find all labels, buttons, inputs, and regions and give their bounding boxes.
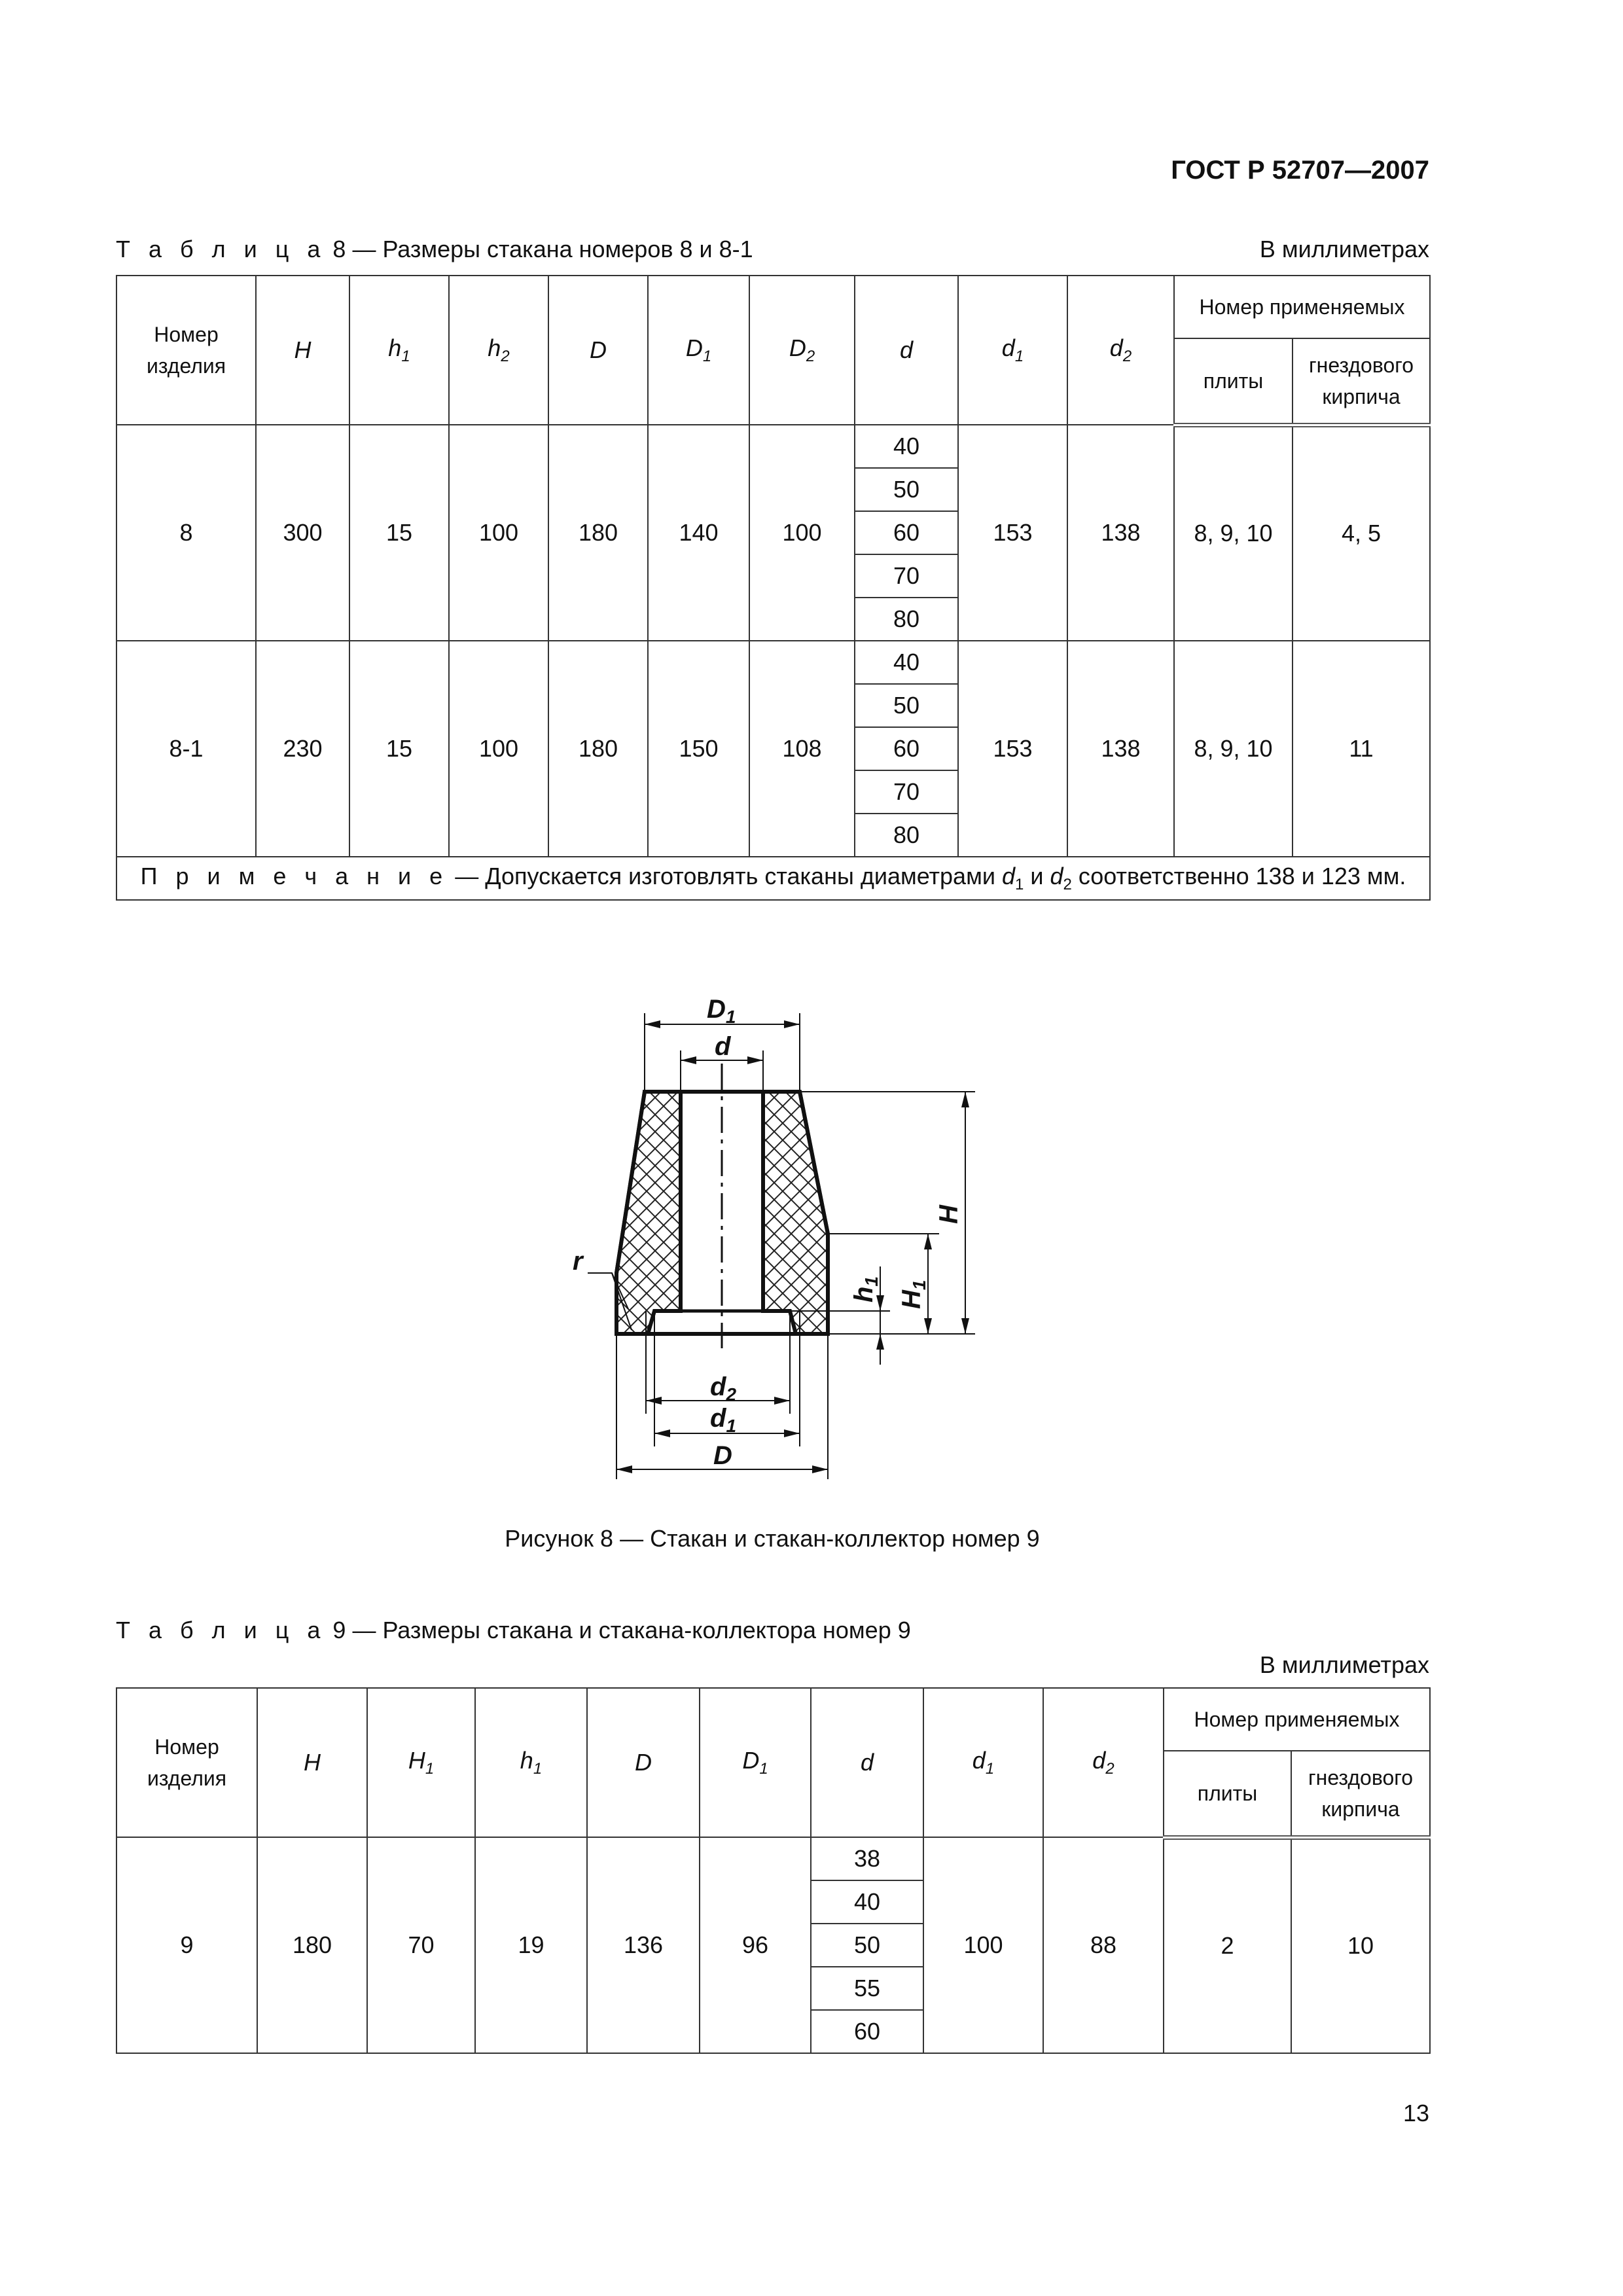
table9-units: В миллиметрах	[1259, 1651, 1429, 1678]
table-cell: 8	[116, 425, 256, 641]
table9-header-H1: $H_1$	[367, 1688, 475, 1837]
dim-label-d1: $d_1$	[710, 1404, 737, 1436]
table-cell: 108	[749, 641, 855, 857]
table-cell: 38	[811, 1837, 923, 1880]
dim-label-H1: $H_1$	[897, 1280, 929, 1309]
table-cell: 180	[257, 1837, 367, 2053]
table8-header-group: Номер применяемых	[1174, 276, 1430, 338]
table9-header-d2: $d_2$	[1043, 1688, 1164, 1837]
table-cell: 50	[855, 684, 958, 727]
dim-label-d: d	[715, 1032, 731, 1061]
table9-header-d1: $d_1$	[923, 1688, 1043, 1837]
table-cell: 138	[1067, 425, 1174, 641]
section-hatch	[763, 1092, 828, 1334]
table-cell: 300	[256, 425, 349, 641]
dim-label-D: D	[713, 1441, 732, 1470]
table9-header-D1: $D_1$	[700, 1688, 811, 1837]
table-cell: 70	[855, 770, 958, 814]
table8-header-h1: $h_1$	[349, 276, 449, 425]
table-row	[116, 1837, 1430, 1880]
table8-header-d2: $d_2$	[1067, 276, 1174, 425]
table-cell: 8, 9, 10	[1174, 641, 1293, 857]
table-cell: 153	[958, 641, 1067, 857]
table8-header-D: D	[548, 276, 648, 425]
table8-caption	[116, 236, 753, 263]
table9-header-H: H	[257, 1688, 367, 1837]
dim-label-D1: $D_1$	[707, 995, 736, 1027]
table-cell: 88	[1043, 1837, 1164, 2053]
table8	[116, 275, 1431, 901]
table-cell: 55	[811, 1967, 923, 2010]
dim-label-d2: $d_2$	[710, 1372, 737, 1405]
table-cell: 100	[749, 425, 855, 641]
table-cell: 140	[648, 425, 749, 641]
table8-header-H: H	[256, 276, 349, 425]
table-cell: 100	[449, 425, 548, 641]
table-cell: 19	[475, 1837, 587, 2053]
table-cell: 60	[855, 511, 958, 554]
table8-header-d: d	[855, 276, 958, 425]
table-cell: 60	[855, 727, 958, 770]
table-cell: 96	[700, 1837, 811, 2053]
table-cell: 9	[116, 1837, 257, 2053]
table8-units: В миллиметрах	[1259, 236, 1429, 262]
table8-header-item: Номер изделия	[116, 276, 256, 425]
table8-caption-prefix: Т а б л и ц а	[116, 236, 327, 262]
table8-caption-text: 8 — Размеры стакана номеров 8 и 8-1	[332, 236, 753, 262]
table-cell: 70	[855, 554, 958, 598]
table8-header-D2: $D_2$	[749, 276, 855, 425]
dim-label-h1: $h_1$	[849, 1276, 882, 1302]
table-cell: 100	[923, 1837, 1043, 2053]
table8-header-D1: $D_1$	[648, 276, 749, 425]
table9-caption-prefix: Т а б л и ц а	[116, 1617, 327, 1643]
table9-header-plates: плиты	[1164, 1751, 1291, 1837]
table9-header-group: Номер применяемых	[1164, 1688, 1430, 1751]
table-cell: 8-1	[116, 641, 256, 857]
table-cell: 100	[449, 641, 548, 857]
table-cell: 8, 9, 10	[1174, 425, 1293, 641]
table-cell: 4, 5	[1293, 425, 1430, 641]
table9-header-h1: $h_1$	[475, 1688, 587, 1837]
table8-header-h2: $h_2$	[449, 276, 548, 425]
table-cell: 80	[855, 814, 958, 857]
table-cell: 10	[1291, 1837, 1430, 2053]
table-row	[116, 641, 1430, 684]
page-number: 13	[1402, 2100, 1429, 2126]
table-cell: 80	[855, 598, 958, 641]
standard-number: ГОСТ Р 52707—2007	[1171, 156, 1429, 185]
table9-header-d: d	[811, 1688, 923, 1837]
table-cell: 50	[811, 1924, 923, 1967]
table-cell: 60	[811, 2010, 923, 2053]
table-cell: 70	[367, 1837, 475, 2053]
table8-header-plates: плиты	[1174, 338, 1293, 425]
table-cell: 180	[548, 641, 648, 857]
table8-header-brick: гнездового кирпича	[1293, 338, 1430, 425]
table8-note: П р и м е ч а н и е — Допускается изготовлять стаканы диаметрами $d_1$ и $d_2$ соответственно 138 и 123 мм.	[116, 857, 1430, 900]
table-row	[116, 425, 1430, 468]
table-cell: 50	[855, 468, 958, 511]
table-cell: 136	[587, 1837, 700, 2053]
table-cell: 15	[349, 425, 449, 641]
table9-caption-text: 9 — Размеры стакана и стакана-коллектора номер 9	[332, 1617, 911, 1643]
table9-header-D: D	[587, 1688, 700, 1837]
table9-header-brick: гнездового кирпича	[1291, 1751, 1430, 1837]
table9-header-item: Номер изделия	[116, 1688, 257, 1837]
table-cell: 40	[855, 641, 958, 684]
table-cell: 230	[256, 641, 349, 857]
figure8-drawing	[550, 969, 1047, 1492]
note-prefix: П р и м е ч а н и е	[140, 862, 449, 889]
table-cell: 40	[855, 425, 958, 468]
table-cell: 150	[648, 641, 749, 857]
table-cell: 180	[548, 425, 648, 641]
table-cell: 2	[1164, 1837, 1291, 2053]
table-cell: 11	[1293, 641, 1430, 857]
table-cell: 153	[958, 425, 1067, 641]
dim-label-r: r	[573, 1247, 583, 1276]
table9	[116, 1687, 1431, 2054]
table-cell: 15	[349, 641, 449, 857]
table-cell: 40	[811, 1880, 923, 1924]
table9-caption	[116, 1617, 911, 1644]
dim-label-H: H	[935, 1205, 963, 1224]
figure8-caption: Рисунок 8 — Стакан и стакан-коллектор номер 9	[505, 1525, 1040, 1552]
table-cell: 138	[1067, 641, 1174, 857]
table8-header-d1: $d_1$	[958, 276, 1067, 425]
